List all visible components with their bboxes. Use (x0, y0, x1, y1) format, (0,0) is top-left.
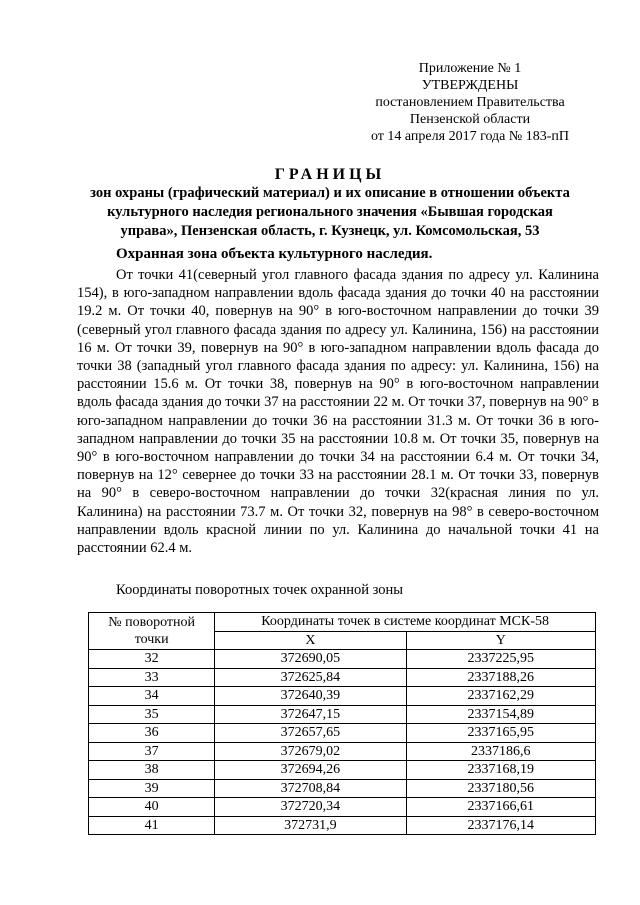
subtitle-line: управа», Пензенская область, г. Кузнецк, ул. Комсомольская, 53 (120, 223, 540, 239)
subtitle-line: зон охраны (графический материал) и их описание в отношении объекта (90, 185, 570, 201)
table-row (89, 724, 596, 743)
table-row (89, 742, 596, 761)
boundary-description: От точки 41(северный угол главного фасада здания по адресу ул. Калинина 154), в юго-западном направлении вдоль фасада здания до точки 40 на расстоянии 19.2 м. От точки 40, повернув на 90° в юго-восточном направлении до точки 39 (северный угол главного фасада здания по адресу ул. Калинина, 156) на расстоянии 16 м. От точки 39, повернув на 90° в юго-западном направлении вдоль фасада до точки 38 (западный угол главного фасада здания по адресу: ул. Калинина, 156) на расстоянии 15.6 м. От точки 38, повернув на 90° в юго-восточном направлении вдоль фасада здания до точки 37 на расстоянии 22 м. От точки 37, повернув на 90° в юго-западном направлении до точки 36 на расстоянии 31.3 м. От точки 36 в юго-западном направлении до точки 35 на расстоянии 10.8 м. От точки 35, повернув на 90° в юго-восточном направлении до точки 34 на расстоянии 6.4 м. От точки 34, повернув на 12° севернее до точки 33 на расстоянии 28.1 м. От точки 33, повернув на 90° в северо-восточном направлении до точки 32(красная линия по ул. Калинина) на расстоянии 73.7 м. От точки 32, повернув на 98° в северо-восточном направлении вдоль красной линии по ул. Калинина до начальной точки 41 на расстоянии 62.4 м. (77, 267, 599, 557)
table-row (89, 779, 596, 798)
cell-point: 39 (89, 779, 215, 798)
cell-point: 41 (89, 816, 215, 835)
cell-x: 372731,9 (215, 816, 406, 835)
table-row (89, 761, 596, 780)
cell-point: 33 (89, 668, 215, 687)
cell-x: 372694,26 (215, 761, 406, 780)
header-x: X (215, 631, 406, 650)
coordinates-caption: Координаты поворотных точек охранной зоны (116, 582, 403, 598)
cell-y: 2337165,95 (406, 724, 595, 743)
table-row (89, 705, 596, 724)
table-row (89, 687, 596, 706)
subtitle-line: культурного наследия регионального значения «Бывшая городская (107, 204, 553, 220)
appendix-block (320, 60, 620, 145)
header-point-line: № поворотной (108, 615, 196, 630)
cell-y: 2337166,61 (406, 798, 595, 817)
cell-x: 372640,39 (215, 687, 406, 706)
header-y: Y (406, 631, 595, 650)
table-row (89, 650, 596, 669)
table-row (89, 816, 596, 835)
cell-y: 2337154,89 (406, 705, 595, 724)
cell-point: 37 (89, 742, 215, 761)
cell-point: 34 (89, 687, 215, 706)
cell-y: 2337176,14 (406, 816, 595, 835)
cell-point: 38 (89, 761, 215, 780)
appendix-number: Приложение № 1 (418, 61, 522, 76)
table-header-row (89, 613, 596, 632)
cell-y: 2337180,56 (406, 779, 595, 798)
cell-y: 2337186,6 (406, 742, 595, 761)
cell-point: 36 (89, 724, 215, 743)
header-coordinate-system: Координаты точек в системе координат МСК-58 (215, 613, 596, 632)
cell-point: 40 (89, 798, 215, 817)
approval-date: от 14 апреля 2017 года № 183-пП (370, 129, 570, 144)
table-row (89, 798, 596, 817)
cell-x: 372657,65 (215, 724, 406, 743)
document-subtitle (60, 184, 600, 241)
approved-by: постановлением Правительства (375, 95, 565, 110)
document-title: ГРАНИЦЫ (274, 166, 386, 183)
cell-x: 372647,15 (215, 705, 406, 724)
header-point-number (89, 613, 215, 650)
cell-x: 372708,84 (215, 779, 406, 798)
cell-y: 2337162,29 (406, 687, 595, 706)
cell-y: 2337168,19 (406, 761, 595, 780)
table-row (89, 668, 596, 687)
cell-y: 2337225,95 (406, 650, 595, 669)
cell-x: 372679,02 (215, 742, 406, 761)
cell-y: 2337188,26 (406, 668, 595, 687)
cell-x: 372625,84 (215, 668, 406, 687)
header-point-line: точки (134, 632, 169, 647)
cell-point: 35 (89, 705, 215, 724)
cell-point: 32 (89, 650, 215, 669)
section-heading: Охранная зона объекта культурного наследия. (116, 246, 433, 262)
cell-x: 372690,05 (215, 650, 406, 669)
approved-label: УТВЕРЖДЕНЫ (421, 78, 519, 93)
cell-x: 372720,34 (215, 798, 406, 817)
approved-by-region: Пензенской области (409, 112, 531, 127)
coordinates-table (88, 612, 596, 835)
